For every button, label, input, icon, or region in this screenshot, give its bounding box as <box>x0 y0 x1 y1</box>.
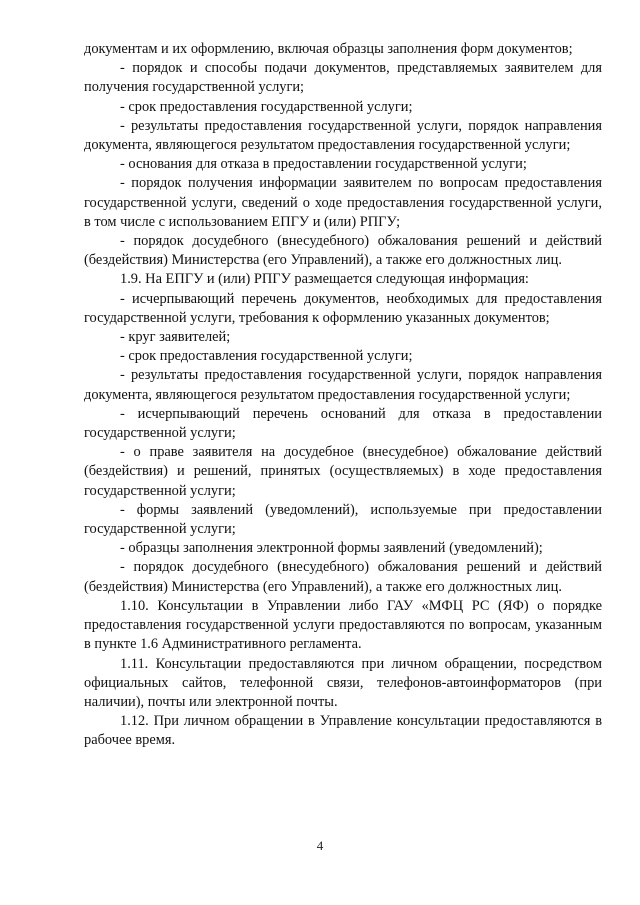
list-item-appeal-procedure: - порядок досудебного (внесудебного) обжалования решений и действий (бездействия) Министерства (его Управлений), а также его должностных лиц. <box>84 233 602 269</box>
list-item-service-results: - результаты предоставления государственной услуги, порядок направления документа, являющегося результатом предоставления государственной услуги; <box>84 117 602 154</box>
list-item-applicants: - круг заявителей; <box>120 329 231 346</box>
document-page <box>84 40 602 751</box>
list-item-refusal-grounds-list: - исчерпывающий перечень оснований для отказа в предоставлении государственной услуги; <box>84 405 602 442</box>
section-1-10: 1.10. Консультации в Управлении либо ГАУ «МФЦ РС (ЯФ) о порядке предоставления государственной услуги предоставляются по вопросам, указанным в пункте 1.6 Административного регламента. <box>84 597 602 653</box>
page-number: 4 <box>316 838 324 853</box>
list-item-documents-list: - исчерпывающий перечень документов, необходимых для предоставления государственной услуги, требования к оформлению указанных документов; <box>84 290 602 326</box>
list-item-appeal-procedure-2: - порядок досудебного (внесудебного) обжалования решений и действий (бездействия) Министерства (его Управлений), а также его должностных лиц. <box>84 559 602 595</box>
list-item-application-forms: - формы заявлений (уведомлений), используемые при предоставлении государственной услуги; <box>84 501 602 538</box>
list-item-service-results-2: - результаты предоставления государственной услуги, порядок направления документа, являющегося результатом предоставления государственной услуги; <box>84 367 602 403</box>
list-item-form-samples: - образцы заполнения электронной формы заявлений (уведомлений); <box>120 540 543 557</box>
list-item-submission-methods: - порядок и способы подачи документов, представляемых заявителем для получения государственной услуги; <box>84 60 602 96</box>
list-item-service-term: - срок предоставления государственной услуги; <box>120 98 413 115</box>
list-item-service-term-2: - срок предоставления государственной услуги; <box>120 348 413 365</box>
list-item-refusal-grounds: - основания для отказа в предоставлении государственной услуги; <box>120 156 527 173</box>
list-item-info-procedure: - порядок получения информации заявителем по вопросам предоставления государственной услуги, сведений о ходе предоставления государственной услуги, в том числе с использованием ЕПГУ и (или) РПГУ; <box>84 175 602 230</box>
list-item-appeal-right: - о праве заявителя на досудебное (внесудебное) обжалование действий (бездействия) и решений, принятых (осуществляемых) в ходе предоставления государственной услуги; <box>84 444 602 499</box>
section-1-12: 1.12. При личном обращении в Управление консультации предоставляются в рабочее время. <box>84 713 602 749</box>
section-1-9: 1.9. На ЕПГУ и (или) РПГУ размещается следующая информация: <box>120 271 529 288</box>
section-1-11: 1.11. Консультации предоставляются при личном обращении, посредством официальных сайтов, телефонной связи, телефонов-автоинформаторов (при наличии), почты или электронной почты. <box>84 655 602 710</box>
paragraph-continuation: документам и их оформлению, включая образцы заполнения форм документов; <box>84 41 573 57</box>
